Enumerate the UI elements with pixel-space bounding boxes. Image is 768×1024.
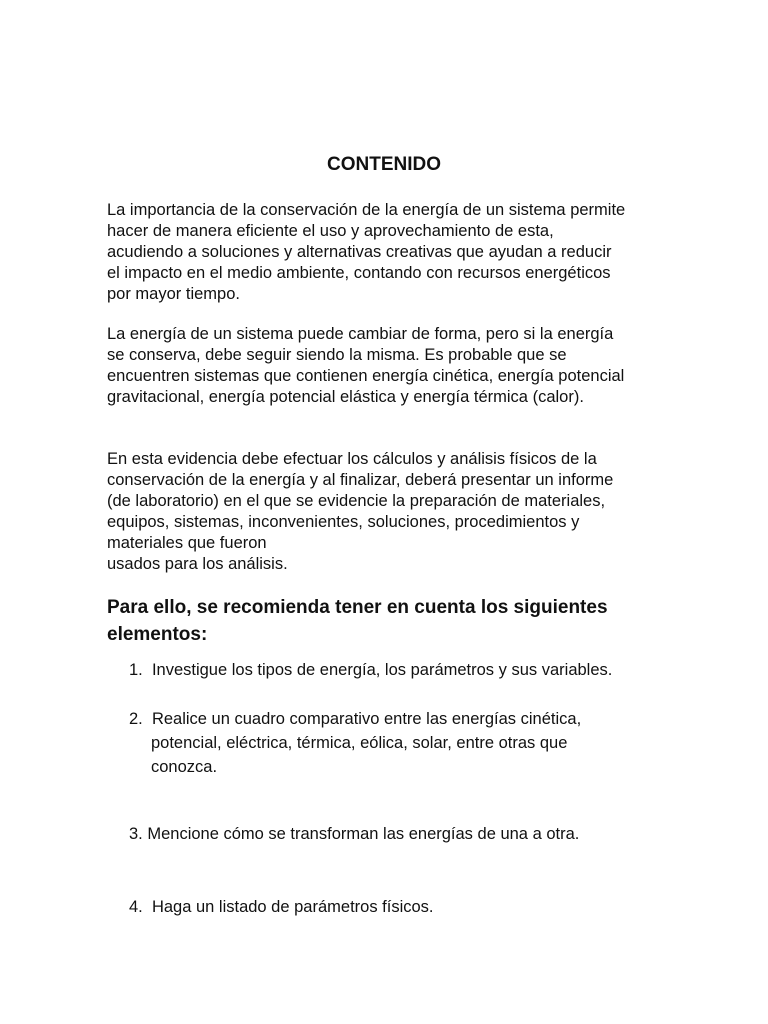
paragraph-line: encuentren sistemas que contienen energía cinética, energía potencial	[107, 367, 625, 385]
list-number: 4.	[129, 898, 143, 916]
document-title: CONTENIDO	[327, 154, 441, 175]
list-item-text: potencial, eléctrica, térmica, eólica, solar, entre otras que	[151, 734, 568, 752]
paragraph-line: acudiendo a soluciones y alternativas creativas que ayudan a reducir	[107, 243, 612, 261]
list-item	[129, 658, 689, 682]
list-item	[129, 822, 689, 846]
paragraph-line: En esta evidencia debe efectuar los cálculos y análisis físicos de la	[107, 450, 597, 468]
paragraph-line: materiales que fueron	[107, 534, 267, 552]
heading-line: Para ello, se recomienda tener en cuenta los siguientes	[107, 597, 608, 618]
list-item	[129, 895, 689, 919]
evidence-paragraph	[107, 449, 667, 575]
list-item-text: Haga un listado de parámetros físicos.	[151, 898, 434, 916]
paragraph-line: conservación de la energía y al finalizar, deberá presentar un informe	[107, 471, 614, 489]
list-number: 1.	[129, 661, 143, 679]
paragraph-line: La energía de un sistema puede cambiar de forma, pero si la energía	[107, 325, 614, 343]
list-item-text: Mencione cómo se transforman las energías de una a otra.	[147, 825, 580, 843]
paragraph-line: gravitacional, energía potencial elástica y energía térmica (calor).	[107, 388, 584, 406]
list-item-text: Realice un cuadro comparativo entre las energías cinética,	[151, 710, 582, 728]
list-number: 3.	[129, 825, 143, 843]
paragraph-line: equipos, sistemas, inconvenientes, soluciones, procedimientos y	[107, 513, 580, 531]
paragraph-line: el impacto en el medio ambiente, contando con recursos energéticos	[107, 264, 611, 282]
energy-paragraph	[107, 324, 667, 408]
list-item	[129, 707, 689, 779]
recommendations-heading	[107, 594, 687, 648]
list-number: 2.	[129, 710, 143, 728]
list-item-text: Investigue los tipos de energía, los parámetros y sus variables.	[151, 661, 613, 679]
list-item-text: conozca.	[151, 758, 218, 776]
intro-paragraph	[107, 200, 667, 305]
paragraph-line: usados para los análisis.	[107, 555, 288, 573]
paragraph-line: por mayor tiempo.	[107, 285, 240, 303]
heading-line: elementos:	[107, 624, 208, 645]
paragraph-line: (de laboratorio) en el que se evidencie la preparación de materiales,	[107, 492, 606, 510]
paragraph-line: hacer de manera eficiente el uso y aprovechamiento de esta,	[107, 222, 554, 240]
paragraph-line: La importancia de la conservación de la energía de un sistema permite	[107, 201, 626, 219]
paragraph-line: se conserva, debe seguir siendo la misma. Es probable que se	[107, 346, 567, 364]
